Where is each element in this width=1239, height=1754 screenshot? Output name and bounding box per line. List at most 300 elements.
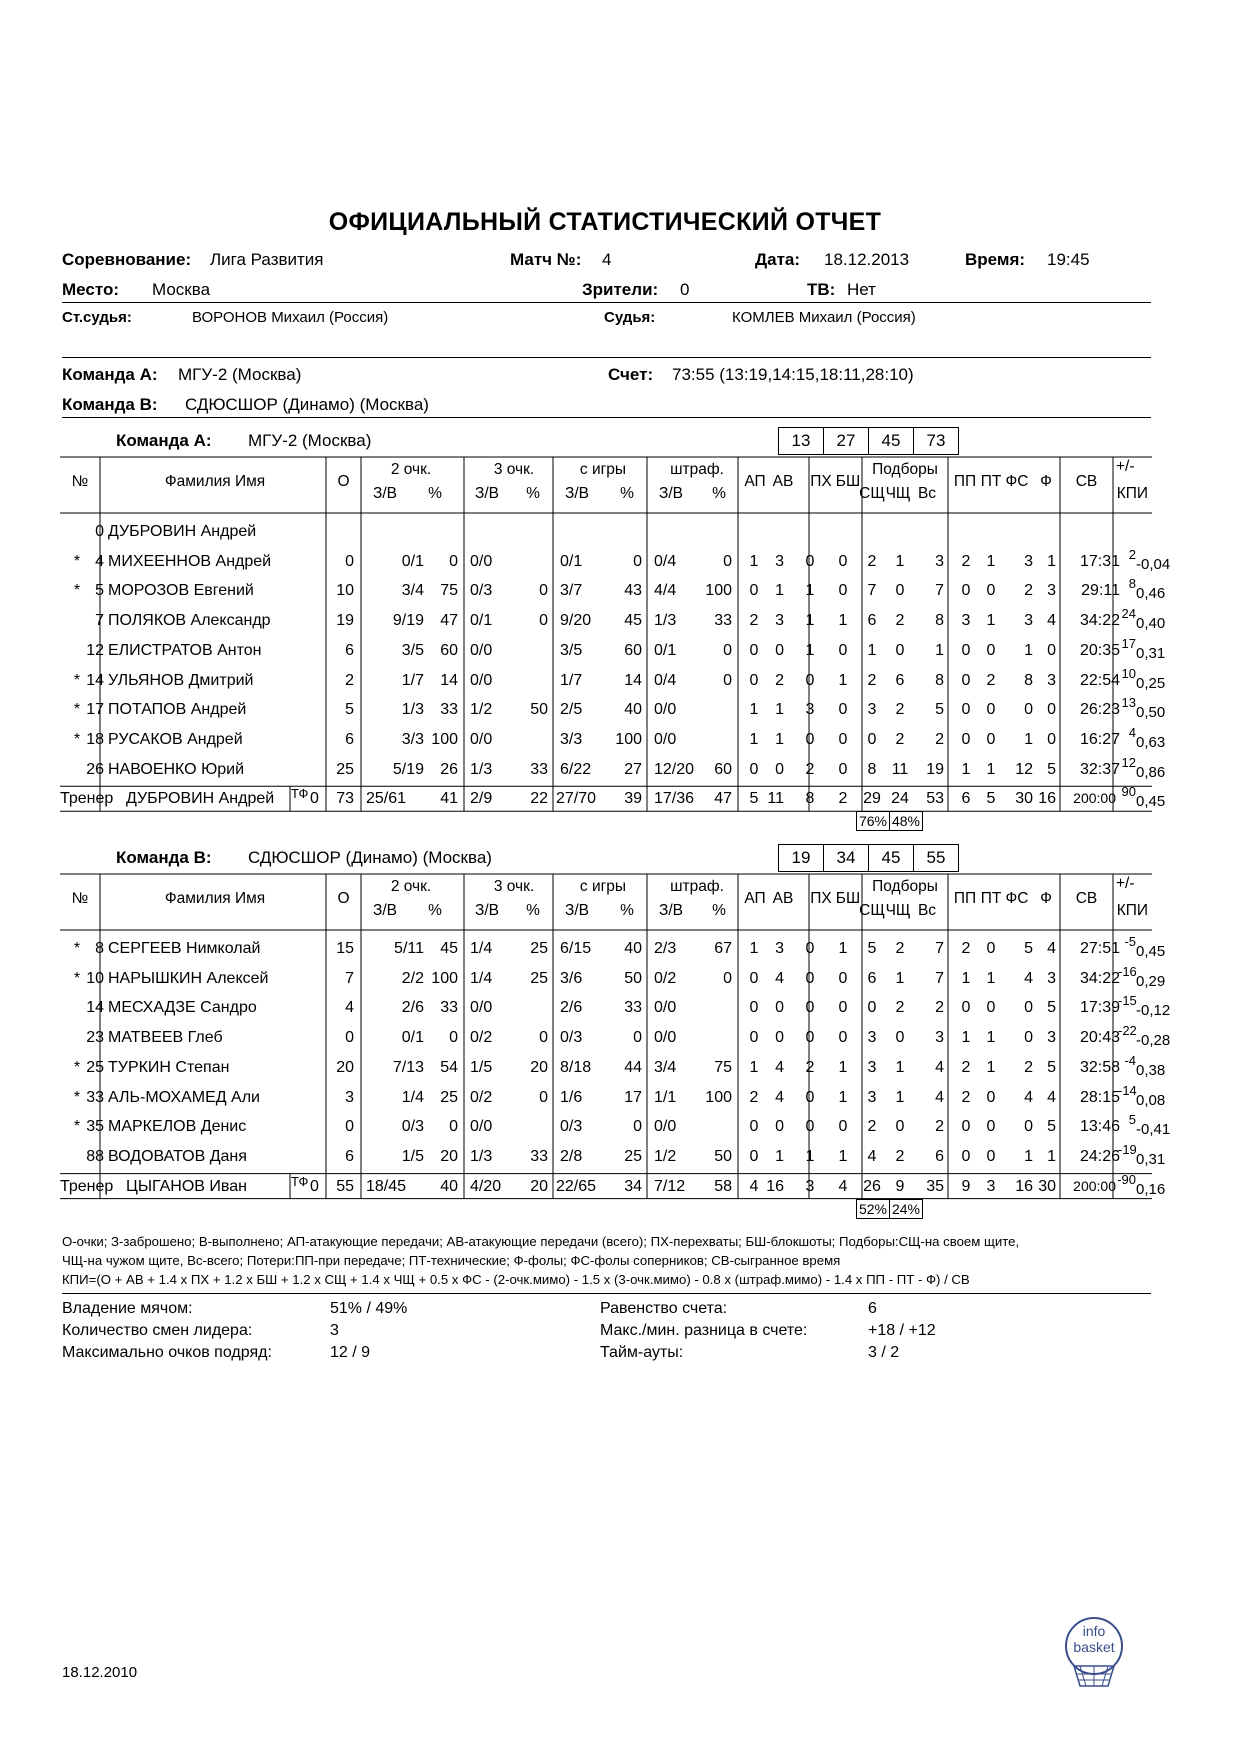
cell-kpi: 0,63 <box>1136 733 1166 751</box>
total-av: 11 <box>767 790 784 808</box>
cell-pt: 0 <box>986 582 996 600</box>
total-av: 16 <box>766 1177 784 1195</box>
cell-av: 1 <box>775 582 784 600</box>
cell-f: 5 <box>1047 999 1056 1017</box>
total-kpi: 0,45 <box>1136 793 1166 811</box>
cell-o: 5 <box>345 701 354 719</box>
cell-name: НАВОЕНКО Юрий <box>108 760 245 778</box>
cell-px: 2 <box>805 760 815 778</box>
cell-kpi: 0,38 <box>1136 1061 1166 1079</box>
cell-ap: 0 <box>749 760 759 778</box>
col-header: 3 очк. <box>493 878 535 895</box>
cell-p2p: 33 <box>440 999 458 1017</box>
total-vs: 53 <box>926 790 944 808</box>
total-ft: 7/12 <box>654 1177 686 1195</box>
date-value: 18.12.2013 <box>824 250 910 269</box>
cell-chsch: 2 <box>895 999 905 1017</box>
cell-f: 5 <box>1047 1118 1056 1136</box>
cell-sch: 2 <box>867 552 877 570</box>
cell-sv: 13:46 <box>1079 1118 1120 1136</box>
cell-pt: 0 <box>986 641 996 659</box>
cell-px: 0 <box>805 940 815 957</box>
cell-av: 1 <box>775 730 784 748</box>
cell-kpi: 0,31 <box>1136 1150 1166 1168</box>
col-header: 2 очк. <box>390 461 432 478</box>
coach-name: ДУБРОВИН Андрей <box>126 790 275 808</box>
cell-bsh: 0 <box>838 1029 848 1047</box>
timeouts-value: 3 / 2 <box>868 1344 900 1361</box>
cell-pt: 0 <box>986 1147 996 1165</box>
cell-num: 14 <box>86 671 104 689</box>
cell-pt: 1 <box>986 760 996 778</box>
cell-pt: 2 <box>986 671 996 689</box>
cell-num: 12 <box>86 641 104 659</box>
col-header: Подборы <box>872 878 938 895</box>
tf-label: ТФ <box>291 786 309 802</box>
cell-bsh: 1 <box>838 940 848 957</box>
cell-ap: 0 <box>749 1118 759 1136</box>
cell-p2p: 26 <box>440 760 458 778</box>
col-header: КПИ <box>1116 902 1148 919</box>
cell-kpi: 0,45 <box>1136 943 1166 960</box>
quarter-score: 55 <box>913 844 959 872</box>
col-header: Вс <box>917 485 937 502</box>
col-header: АП <box>744 890 766 907</box>
cell-pp: 2 <box>961 1058 971 1076</box>
cell-av: 0 <box>775 1029 784 1047</box>
col-header: ПП <box>953 890 977 907</box>
cell-f: 0 <box>1047 730 1056 748</box>
cell-fg: 3/3 <box>560 730 583 748</box>
cell-av: 0 <box>775 1118 784 1136</box>
cell-name: МЕСХАДЗЕ Сандро <box>108 999 257 1017</box>
team-name: СДЮСШОР (Динамо) (Москва) <box>248 848 492 867</box>
col-header: с игры <box>579 461 627 478</box>
possession-label: Владение мячом: <box>62 1300 193 1317</box>
cell-px: 0 <box>805 969 815 987</box>
cell-ft: 0/0 <box>654 999 677 1017</box>
cell-pt: 0 <box>986 1118 996 1136</box>
cell-pp: 0 <box>961 1118 971 1136</box>
cell-kpi: -0,28 <box>1136 1032 1171 1050</box>
cell-fg: 3/6 <box>560 969 583 987</box>
cell-p3p: 25 <box>530 940 548 957</box>
cell-ft: 0/2 <box>654 969 677 987</box>
col-header: СВ <box>1075 890 1098 907</box>
cell-ap: 0 <box>749 641 759 659</box>
cell-ap: 0 <box>749 999 759 1017</box>
col-header: с игры <box>579 878 627 895</box>
total-ap: 5 <box>749 790 759 808</box>
cell-sv: 16:27 <box>1079 730 1120 748</box>
col-header: З/В <box>658 485 683 502</box>
cell-ap: 1 <box>749 940 759 957</box>
cell-p2: 1/7 <box>401 671 424 689</box>
cell-kpi: -0,41 <box>1136 1121 1171 1139</box>
cell-pp: 3 <box>961 612 971 630</box>
coach-label: Тренер <box>60 790 114 808</box>
tv-label: ТВ: <box>807 280 836 299</box>
cell-p2: 3/4 <box>401 582 424 600</box>
cell-num: 33 <box>86 1088 104 1106</box>
col-header: +/- <box>1116 875 1135 892</box>
cell-chsch: 2 <box>895 1147 905 1165</box>
cell-pm: -14 <box>1118 1082 1137 1098</box>
cell-fgp: 0 <box>633 552 642 570</box>
cell-px: 0 <box>805 552 815 570</box>
cell-vs: 7 <box>935 940 944 957</box>
cell-sch: 3 <box>867 1058 877 1076</box>
cell-sv: 17:39 <box>1079 999 1120 1017</box>
col-header: З/В <box>474 485 499 502</box>
cell-f: 0 <box>1047 701 1056 719</box>
col-header: СЩ <box>859 902 885 919</box>
cell-pp: 0 <box>961 1147 971 1165</box>
cell-star: * <box>73 582 81 600</box>
cell-pp: 2 <box>961 1088 971 1106</box>
cell-sv: 24:26 <box>1079 1147 1120 1165</box>
cell-ap: 2 <box>749 612 759 630</box>
total-sch: 29 <box>863 790 881 808</box>
cell-sv: 34:22 <box>1079 612 1120 630</box>
cell-kpi: 0,25 <box>1136 674 1166 692</box>
quarter-score: 27 <box>823 427 869 455</box>
total-p3: 4/20 <box>470 1177 502 1195</box>
total-chsch: 9 <box>895 1177 905 1195</box>
cell-num: 35 <box>86 1118 104 1136</box>
cell-pt: 1 <box>986 612 996 630</box>
cell-fgp: 17 <box>624 1088 642 1106</box>
cell-p2p: 0 <box>449 1029 458 1047</box>
cell-chsch: 0 <box>895 641 905 659</box>
cell-num: 18 <box>86 730 104 748</box>
cell-f: 3 <box>1047 969 1056 987</box>
col-header: О <box>337 890 350 907</box>
cell-p3p: 50 <box>530 701 548 719</box>
cell-vs: 1 <box>935 641 944 659</box>
cell-sch: 8 <box>867 760 877 778</box>
cell-o: 0 <box>345 552 354 570</box>
cell-bsh: 0 <box>838 1118 848 1136</box>
cell-num: 7 <box>95 612 104 630</box>
cell-chsch: 0 <box>895 1029 905 1047</box>
page-title: ОФИЦИАЛЬНЫЙ СТАТИСТИЧЕСКИЙ ОТЧЕТ <box>328 208 882 236</box>
cell-star: * <box>73 730 81 748</box>
total-p2: 18/45 <box>366 1177 407 1195</box>
cell-pp: 0 <box>961 641 971 659</box>
cell-sch: 7 <box>867 582 877 600</box>
col-header: % <box>526 902 540 919</box>
cell-o: 6 <box>345 1147 354 1165</box>
cell-bsh: 0 <box>838 641 848 659</box>
cell-vs: 3 <box>935 1029 944 1047</box>
cell-name: МИХЕЕННОВ Андрей <box>108 552 272 570</box>
cell-p2p: 54 <box>440 1058 458 1076</box>
cell-vs: 4 <box>935 1058 944 1076</box>
match-label: Матч №: <box>510 250 582 269</box>
cell-name: УЛЬЯНОВ Дмитрий <box>108 671 254 689</box>
cell-fg: 3/7 <box>560 582 583 600</box>
col-header: ПП <box>953 473 977 490</box>
col-header: % <box>428 902 442 919</box>
cell-fs: 4 <box>1024 969 1033 987</box>
max-run-label: Максимально очков подряд: <box>62 1344 272 1361</box>
cell-o: 25 <box>336 760 354 778</box>
cell-ft: 2/3 <box>654 940 677 957</box>
col-header: Ф <box>1040 890 1052 907</box>
col-header: % <box>526 485 540 502</box>
cell-bsh: 0 <box>838 582 848 600</box>
tf-value: 0 <box>310 790 319 808</box>
cell-av: 1 <box>775 1147 784 1165</box>
cell-o: 15 <box>336 940 354 957</box>
cell-px: 0 <box>805 1029 815 1047</box>
cell-p2: 1/5 <box>401 1147 424 1165</box>
cell-kpi: 0,08 <box>1136 1091 1166 1109</box>
col-header: % <box>620 485 634 502</box>
total-p3p: 22 <box>530 790 548 808</box>
cell-pm: 10 <box>1121 665 1136 681</box>
cell-fs: 0 <box>1024 701 1033 719</box>
cell-p2p: 14 <box>440 671 458 689</box>
cell-p3: 1/5 <box>470 1058 493 1076</box>
cell-px: 0 <box>805 999 815 1017</box>
cell-pm: 17 <box>1121 635 1136 651</box>
cell-p2: 5/19 <box>392 760 424 778</box>
cell-av: 0 <box>775 641 784 659</box>
cell-vs: 8 <box>935 612 944 630</box>
cell-ap: 0 <box>749 969 759 987</box>
place-label: Место: <box>62 280 119 299</box>
place-value: Москва <box>152 280 211 299</box>
cell-star: * <box>73 1058 81 1076</box>
cell-name: ВОДОВАТОВ Даня <box>108 1147 247 1165</box>
cell-pt: 0 <box>986 999 996 1017</box>
cell-bsh: 0 <box>838 999 848 1017</box>
total-p2p: 40 <box>440 1177 458 1195</box>
cell-ft: 0/4 <box>654 552 677 570</box>
cell-fg: 0/3 <box>560 1118 583 1136</box>
total-sv: 200:00 <box>1073 790 1116 807</box>
total-f: 30 <box>1038 1177 1056 1195</box>
cell-pp: 1 <box>961 1029 971 1047</box>
total-fs: 16 <box>1015 1177 1033 1195</box>
cell-fgp: 0 <box>633 1118 642 1136</box>
cell-p2p: 100 <box>431 969 458 987</box>
total-fg: 27/70 <box>556 790 597 808</box>
cell-chsch: 1 <box>895 1058 905 1076</box>
timeouts-label: Тайм-ауты: <box>600 1344 684 1361</box>
cell-sv: 28:15 <box>1079 1088 1120 1106</box>
cell-vs: 2 <box>935 1118 944 1136</box>
ties-label: Равенство счета: <box>600 1300 728 1317</box>
ties-value: 6 <box>868 1300 877 1317</box>
cell-p3: 1/4 <box>470 940 493 957</box>
cell-sch: 2 <box>867 1118 877 1136</box>
logo-text: info <box>1082 1623 1106 1639</box>
cell-kpi: 0,50 <box>1136 704 1166 722</box>
cell-p2p: 25 <box>440 1088 458 1106</box>
cell-sch: 1 <box>867 641 877 659</box>
cell-num: 8 <box>95 940 104 957</box>
cell-av: 3 <box>775 940 784 957</box>
total-fgp: 39 <box>624 790 642 808</box>
cell-name: ПОТАПОВ Андрей <box>108 701 247 719</box>
cell-f: 0 <box>1047 641 1056 659</box>
cell-fs: 3 <box>1024 612 1033 630</box>
cell-bsh: 1 <box>838 1147 848 1165</box>
cell-p2: 0/1 <box>401 552 424 570</box>
cell-pm: 4 <box>1128 724 1136 740</box>
col-header: ЧЩ <box>885 485 911 502</box>
cell-vs: 2 <box>935 999 944 1017</box>
col-header: Фамилия Имя <box>164 890 266 907</box>
cell-sch: 3 <box>867 1088 877 1106</box>
cell-kpi: 0,40 <box>1136 615 1166 633</box>
cell-fs: 4 <box>1024 1088 1033 1106</box>
team-name: МГУ-2 (Москва) <box>248 431 372 450</box>
cell-fs: 0 <box>1024 1029 1033 1047</box>
total-o: 73 <box>336 790 354 808</box>
col-header: 2 очк. <box>390 878 432 895</box>
cell-name: РУСАКОВ Андрей <box>108 730 243 748</box>
cell-ft: 0/0 <box>654 1118 677 1136</box>
cell-px: 1 <box>805 582 815 600</box>
cell-ftp: 33 <box>714 612 732 630</box>
cell-fgp: 43 <box>624 582 642 600</box>
total-o: 55 <box>336 1177 354 1195</box>
cell-fs: 1 <box>1024 1147 1033 1165</box>
col-header: ПХ <box>810 473 832 490</box>
cell-num: 10 <box>86 969 104 987</box>
cell-pt: 0 <box>986 1088 996 1106</box>
cell-px: 1 <box>805 641 815 659</box>
cell-f: 3 <box>1047 1029 1056 1047</box>
cell-av: 4 <box>775 1058 784 1076</box>
rebound-percent: 52% <box>856 1199 890 1219</box>
cell-o: 6 <box>345 641 354 659</box>
total-pm: -90 <box>1117 1171 1136 1187</box>
coach-label: Тренер <box>60 1177 114 1195</box>
rebound-percent: 76% <box>856 811 890 831</box>
logo-text: basket <box>1073 1639 1115 1655</box>
total-p2: 25/61 <box>366 790 407 808</box>
total-bsh: 4 <box>838 1177 848 1195</box>
cell-p3p: 33 <box>530 1147 548 1165</box>
cell-ftp: 100 <box>705 582 732 600</box>
rebound-percent: 24% <box>889 1199 923 1219</box>
col-header: АВ <box>772 890 794 907</box>
cell-p2p: 75 <box>440 582 458 600</box>
col-header: № <box>71 890 89 907</box>
cell-ap: 1 <box>749 701 759 719</box>
cell-p2p: 100 <box>431 730 458 748</box>
cell-pp: 0 <box>961 671 971 689</box>
cell-bsh: 0 <box>838 730 848 748</box>
col-header: БШ <box>835 890 861 907</box>
cell-p3p: 0 <box>539 1088 548 1106</box>
cell-bsh: 1 <box>838 671 848 689</box>
cell-sv: 29:11 <box>1081 582 1120 600</box>
col-header: З/В <box>474 902 499 919</box>
cell-ap: 1 <box>749 730 759 748</box>
cell-num: 0 <box>95 523 104 540</box>
cell-ap: 2 <box>749 1088 759 1106</box>
col-header: ФС <box>1005 473 1029 490</box>
match-value: 4 <box>602 250 612 269</box>
footer-date: 18.12.2010 <box>62 1664 138 1681</box>
cell-av: 4 <box>775 969 784 987</box>
col-header: БШ <box>835 473 861 490</box>
col-header: АВ <box>772 473 794 490</box>
col-header: КПИ <box>1116 485 1148 502</box>
cell-sch: 6 <box>867 969 877 987</box>
cell-chsch: 1 <box>895 969 905 987</box>
cell-pt: 0 <box>986 701 996 719</box>
cell-pp: 0 <box>961 730 971 748</box>
cell-name: МАРКЕЛОВ Денис <box>108 1118 247 1136</box>
total-pt: 3 <box>986 1177 996 1195</box>
col-header: ПТ <box>980 890 1002 907</box>
cell-fgp: 40 <box>624 940 642 957</box>
cell-p2p: 45 <box>440 940 458 957</box>
cell-px: 1 <box>805 612 815 630</box>
cell-sv: 32:37 <box>1079 760 1120 778</box>
cell-fg: 3/5 <box>560 641 583 659</box>
cell-fg: 2/8 <box>560 1147 583 1165</box>
cell-p3: 0/0 <box>470 730 493 748</box>
cell-bsh: 1 <box>838 612 848 630</box>
team-label: Команда А: <box>116 431 212 450</box>
total-sch: 26 <box>863 1177 881 1195</box>
cell-num: 4 <box>95 552 104 570</box>
cell-fg: 2/5 <box>560 701 583 719</box>
cell-av: 3 <box>775 552 784 570</box>
cell-vs: 5 <box>935 701 944 719</box>
cell-sch: 0 <box>867 730 877 748</box>
cell-sch: 0 <box>867 999 877 1017</box>
cell-pp: 0 <box>961 701 971 719</box>
cell-name: ЕЛИСТРАТОВ Антон <box>108 641 262 659</box>
cell-star: * <box>73 969 81 987</box>
total-ft: 17/36 <box>654 790 695 808</box>
cell-chsch: 0 <box>895 1118 905 1136</box>
col-header: Вс <box>917 902 937 919</box>
cell-f: 1 <box>1047 552 1056 570</box>
chief-ref-value: ВОРОНОВ Михаил (Россия) <box>192 309 389 326</box>
col-header: З/В <box>564 485 589 502</box>
team-label: Команда В: <box>116 848 212 867</box>
rebound-percent: 48% <box>889 811 923 831</box>
chief-ref-label: Ст.судья: <box>62 309 132 326</box>
cell-p2: 2/2 <box>401 969 424 987</box>
max-diff-label: Макс./мин. разница в счете: <box>600 1322 808 1339</box>
cell-fg: 6/15 <box>560 940 592 957</box>
quarter-score: 13 <box>778 427 824 455</box>
col-header: З/В <box>658 902 683 919</box>
cell-sv: 26:23 <box>1079 701 1120 719</box>
cell-sch: 4 <box>867 1147 877 1165</box>
cell-sv: 20:35 <box>1079 641 1120 659</box>
cell-ft: 1/2 <box>654 1147 677 1165</box>
cell-px: 0 <box>805 1118 815 1136</box>
col-header: АП <box>744 473 766 490</box>
cell-av: 0 <box>775 999 784 1017</box>
col-header: З/В <box>564 902 589 919</box>
cell-star: * <box>73 552 81 570</box>
cell-p3p: 0 <box>539 612 548 630</box>
total-fgp: 34 <box>624 1177 642 1195</box>
